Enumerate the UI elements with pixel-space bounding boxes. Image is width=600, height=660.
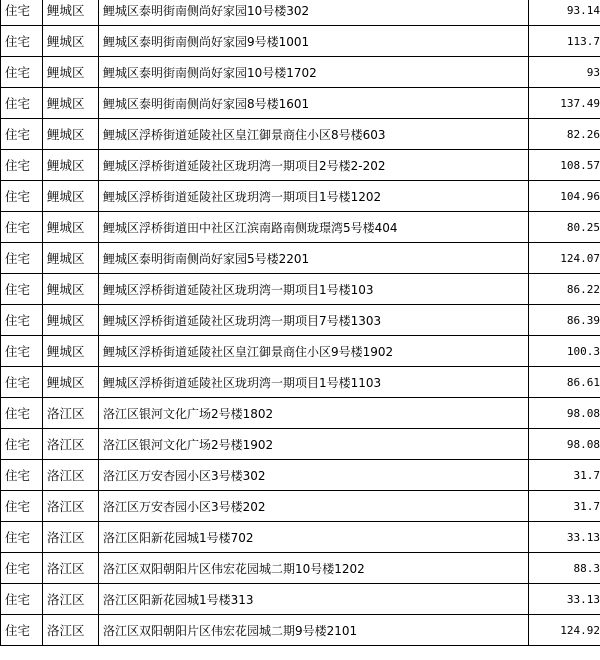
area-cell: 33.13 (529, 584, 600, 615)
area-cell: 82.26 (529, 119, 600, 150)
type-cell: 住宅 (1, 0, 43, 26)
district-cell: 鲤城区 (43, 336, 99, 367)
address-cell: 鲤城区浮桥街道延陵社区珑玥湾一期项目2号楼2-202 (99, 150, 529, 181)
type-cell: 住宅 (1, 150, 43, 181)
type-cell: 住宅 (1, 398, 43, 429)
area-cell: 86.61 (529, 367, 600, 398)
area-cell: 80.25 (529, 212, 600, 243)
district-cell: 鲤城区 (43, 119, 99, 150)
area-cell: 33.13 (529, 522, 600, 553)
address-cell: 鲤城区浮桥街道延陵社区皇江御景商住小区8号楼603 (99, 119, 529, 150)
district-cell: 洛江区 (43, 491, 99, 522)
address-cell: 鲤城区浮桥街道延陵社区珑玥湾一期项目1号楼1103 (99, 367, 529, 398)
table-row (1, 522, 600, 553)
type-cell: 住宅 (1, 243, 43, 274)
district-cell: 鲤城区 (43, 305, 99, 336)
type-cell: 住宅 (1, 26, 43, 57)
district-cell: 鲤城区 (43, 57, 99, 88)
table-row (1, 150, 600, 181)
type-cell: 住宅 (1, 367, 43, 398)
area-cell: 86.39 (529, 305, 600, 336)
type-cell: 住宅 (1, 305, 43, 336)
table-row (1, 181, 600, 212)
table-row (1, 336, 600, 367)
type-cell: 住宅 (1, 274, 43, 305)
type-cell: 住宅 (1, 584, 43, 615)
table-row (1, 584, 600, 615)
district-cell: 洛江区 (43, 584, 99, 615)
address-cell: 鲤城区泰明街南侧尚好家园9号楼1001 (99, 26, 529, 57)
area-cell: 124.92 (529, 615, 600, 646)
table-row (1, 553, 600, 584)
area-cell: 88.3 (529, 553, 600, 584)
type-cell: 住宅 (1, 429, 43, 460)
type-cell: 住宅 (1, 119, 43, 150)
table-row (1, 305, 600, 336)
district-cell: 洛江区 (43, 429, 99, 460)
table-row (1, 212, 600, 243)
area-cell: 98.08 (529, 398, 600, 429)
district-cell: 洛江区 (43, 460, 99, 491)
address-cell: 鲤城区浮桥街道延陵社区皇江御景商住小区9号楼1902 (99, 336, 529, 367)
table-row (1, 429, 600, 460)
table-row (1, 398, 600, 429)
area-cell: 93.14 (529, 0, 600, 26)
district-cell: 鲤城区 (43, 243, 99, 274)
address-cell: 洛江区万安杏园小区3号楼302 (99, 460, 529, 491)
table-body (1, 0, 600, 646)
address-cell: 洛江区银河文化广场2号楼1802 (99, 398, 529, 429)
type-cell: 住宅 (1, 181, 43, 212)
address-cell: 洛江区双阳朝阳片区伟宏花园城二期9号楼2101 (99, 615, 529, 646)
address-cell: 鲤城区浮桥街道延陵社区珑玥湾一期项目7号楼1303 (99, 305, 529, 336)
district-cell: 鲤城区 (43, 88, 99, 119)
type-cell: 住宅 (1, 553, 43, 584)
type-cell: 住宅 (1, 491, 43, 522)
district-cell: 鲤城区 (43, 212, 99, 243)
area-cell: 108.57 (529, 150, 600, 181)
district-cell: 洛江区 (43, 522, 99, 553)
area-cell: 137.49 (529, 88, 600, 119)
table-row (1, 491, 600, 522)
table-row (1, 88, 600, 119)
table-row (1, 274, 600, 305)
area-cell: 31.7 (529, 491, 600, 522)
type-cell: 住宅 (1, 336, 43, 367)
type-cell: 住宅 (1, 615, 43, 646)
area-cell: 104.96 (529, 181, 600, 212)
table-row (1, 57, 600, 88)
area-cell: 124.07 (529, 243, 600, 274)
type-cell: 住宅 (1, 522, 43, 553)
address-cell: 鲤城区浮桥街道延陵社区珑玥湾一期项目1号楼103 (99, 274, 529, 305)
type-cell: 住宅 (1, 460, 43, 491)
address-cell: 洛江区双阳朝阳片区伟宏花园城二期10号楼1202 (99, 553, 529, 584)
district-cell: 鲤城区 (43, 150, 99, 181)
table-row (1, 367, 600, 398)
table-row (1, 460, 600, 491)
address-cell: 鲤城区泰明街南侧尚好家园5号楼2201 (99, 243, 529, 274)
table-row (1, 615, 600, 646)
district-cell: 洛江区 (43, 398, 99, 429)
address-cell: 鲤城区泰明街南侧尚好家园10号楼1702 (99, 57, 529, 88)
district-cell: 鲤城区 (43, 0, 99, 26)
address-cell: 洛江区阳新花园城1号楼702 (99, 522, 529, 553)
address-cell: 洛江区万安杏园小区3号楼202 (99, 491, 529, 522)
district-cell: 鲤城区 (43, 181, 99, 212)
address-cell: 鲤城区泰明街南侧尚好家园10号楼302 (99, 0, 529, 26)
type-cell: 住宅 (1, 88, 43, 119)
area-cell: 86.22 (529, 274, 600, 305)
area-cell: 31.7 (529, 460, 600, 491)
district-cell: 鲤城区 (43, 367, 99, 398)
district-cell: 鲤城区 (43, 274, 99, 305)
district-cell: 鲤城区 (43, 26, 99, 57)
area-cell: 93 (529, 57, 600, 88)
district-cell: 洛江区 (43, 553, 99, 584)
address-cell: 洛江区银河文化广场2号楼1902 (99, 429, 529, 460)
area-cell: 113.7 (529, 26, 600, 57)
type-cell: 住宅 (1, 57, 43, 88)
address-cell: 鲤城区浮桥街道田中社区江滨南路南侧珑璟湾5号楼404 (99, 212, 529, 243)
type-cell: 住宅 (1, 212, 43, 243)
address-cell: 鲤城区浮桥街道延陵社区珑玥湾一期项目1号楼1202 (99, 181, 529, 212)
area-cell: 100.3 (529, 336, 600, 367)
area-cell: 98.08 (529, 429, 600, 460)
district-cell: 洛江区 (43, 615, 99, 646)
table-row (1, 0, 600, 26)
table-row (1, 119, 600, 150)
table-row (1, 243, 600, 274)
address-cell: 洛江区阳新花园城1号楼313 (99, 584, 529, 615)
address-cell: 鲤城区泰明街南侧尚好家园8号楼1601 (99, 88, 529, 119)
table-row (1, 26, 600, 57)
